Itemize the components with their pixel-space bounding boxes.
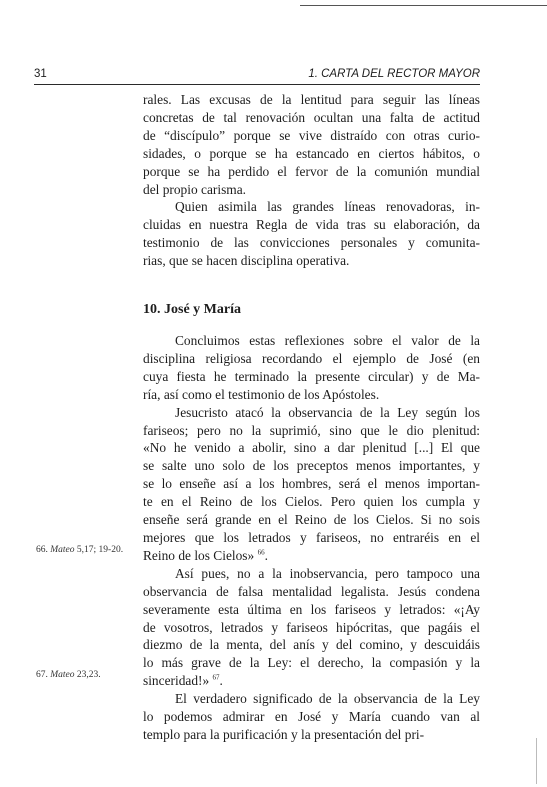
text-line: observancia de falsa mentalidad legalista. Jesús condena	[143, 583, 480, 599]
text-line: sinceridad!» $^{67}$.	[143, 673, 223, 689]
footnote-marker: 66	[257, 548, 265, 557]
footnote-66	[36, 545, 123, 555]
text-line: lo más grave de la Ley: el derecho, la compasión y la	[143, 655, 480, 671]
footnote-ref: 23,23.	[76, 670, 101, 680]
text-line: Jesucristo atacó la observancia de la Ley según los	[175, 404, 480, 420]
text-line: sidades, o porque se ha estancado en ciertos hábitos, o	[143, 145, 480, 161]
paragraph	[143, 198, 480, 270]
text-line: del propio carisma.	[143, 181, 246, 197]
text-line: Así pues, no a la inobservancia, pero tampoco una	[175, 565, 480, 581]
text-line: rales. Las excusas de la lentitud para seguir las líneas	[143, 92, 480, 107]
text-line: de vosotros, letrados y fariseos hipócritas, que pagáis el	[143, 619, 480, 635]
footnote-book: Mateo	[50, 545, 75, 555]
text-line: se lo enseñe así a los hombres, será el menos importan-	[143, 476, 480, 492]
text-line: porque se ha perdido el fervor de la comunión mundial	[143, 163, 480, 179]
text-block-main	[143, 332, 480, 744]
footnote-67	[36, 670, 101, 680]
paragraph	[143, 690, 480, 744]
text-line: fariseos; pero no la suprimió, sino que le dio plenitud:	[143, 422, 480, 438]
paragraph	[143, 332, 480, 404]
footnote-number: 66.	[36, 545, 48, 555]
text-line: mejores que los letrados y fariseos, no entraréis en el	[143, 529, 480, 545]
paragraph	[143, 565, 480, 690]
text-line: enseñe será grande en el Reino de los Cielos. Si no sois	[143, 512, 480, 528]
text-line: concretas de tal renovación ocultan una falta de actitud	[143, 109, 480, 125]
text-line: El verdadero significado de la observancia de la Ley	[175, 691, 480, 707]
header-rule	[34, 84, 480, 85]
text-line: cluidas en nuestra Regla de vida tras su elaboración, da	[143, 217, 480, 233]
text-line: testimonio de las convicciones personales y comunita-	[143, 235, 480, 251]
text-line: Reino de los Cielos» $^{66}$.	[143, 547, 268, 563]
footnote-ref: 5,17; 19-20.	[76, 545, 124, 555]
section-heading: 10. José y María	[143, 302, 241, 317]
paragraph	[143, 404, 480, 565]
text-line: templo para la purificación y la presentación del pri-	[143, 726, 425, 742]
text-line: disciplina religiosa recordando el ejemplo de José (en	[143, 350, 480, 366]
top-rule	[300, 5, 547, 6]
footnote-number: 67.	[36, 670, 48, 680]
running-header	[34, 68, 480, 82]
text-line: te en el Reino de los Cielos. Pero quien los cumpla y	[143, 494, 480, 510]
footnote-marker: 67	[212, 673, 220, 682]
text-line: se salte uno solo de los preceptos menos importantes, y	[143, 458, 480, 474]
text-line: rias, que se hacen disciplina operativa.	[143, 253, 350, 269]
text-line: de “discípulo” porque se vive distraído con otras curio-	[143, 127, 480, 143]
text-line: «No he venido a abolir, sino a dar plenitud [...] El que	[143, 440, 480, 456]
text-line: Concluimos estas reflexiones sobre el valor de la	[175, 333, 480, 348]
paragraph	[143, 91, 480, 198]
text-line: Quien asimila las grandes líneas renovadoras, in-	[175, 199, 480, 215]
text-line: lo podemos admirar en José y María cuando van al	[143, 709, 480, 725]
text-block-top	[143, 91, 480, 270]
page-number: 31	[34, 68, 47, 80]
text-line: diezmo de la menta, del anís y del comino, y descuidáis	[143, 637, 480, 653]
text-line: cuya fiesta he terminado la presente circular) y de Ma-	[143, 368, 480, 384]
running-title: 1. CARTA DEL RECTOR MAYOR	[308, 68, 480, 80]
footnote-book: Mateo	[50, 670, 75, 680]
text-line: ría, así como el testimonio de los Apóstoles.	[143, 386, 380, 402]
page-edge-mark	[536, 738, 537, 784]
text-line: severamente esta última en los fariseos y letrados: «¡Ay	[143, 601, 480, 617]
